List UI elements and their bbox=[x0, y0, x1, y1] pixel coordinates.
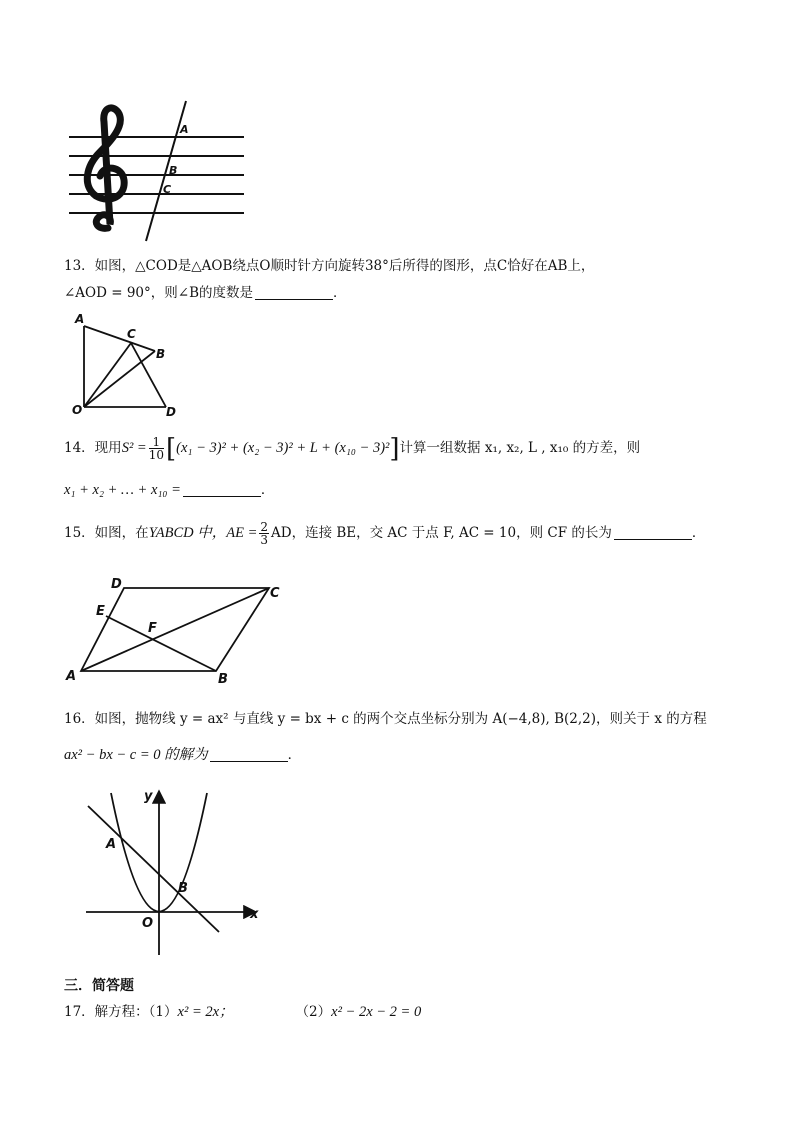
fraction-two-thirds bbox=[259, 521, 269, 546]
question-14-prefix: 14．现用 bbox=[64, 440, 122, 456]
tri-label-c: C bbox=[127, 327, 136, 341]
fraction-numerator: 2 bbox=[260, 520, 268, 534]
tri-label-d: D bbox=[166, 405, 176, 419]
music-staff-figure bbox=[0, 0, 794, 250]
tri-label-o: O bbox=[72, 403, 83, 417]
question-17-line bbox=[64, 1002, 421, 1022]
equation-text: ax² − bx − c = 0 的解为 bbox=[64, 747, 208, 763]
variance-expression: (x₁ − 3)² + (x₂ − 3)² + L + (x₁₀ − 3)² bbox=[176, 440, 390, 456]
question-14-suffix: 计算一组数据 x₁, x₂, L , x₁₀ 的方差，则 bbox=[399, 440, 641, 456]
tri-label-b: B bbox=[156, 347, 166, 361]
question-13-line-1: 13．如图，△COD是△AOB绕点O顺时针方向旋转38°后所得的图形，点C恰好在AB上， bbox=[64, 258, 595, 274]
answer-blank-13[interactable] bbox=[255, 285, 333, 300]
tri-label-a: A bbox=[75, 312, 85, 326]
question-17-prefix: 17．解方程：（1） bbox=[64, 1004, 178, 1020]
question-14-line-1 bbox=[64, 434, 641, 464]
sum-expression: x₁ + x₂ + … + x₁₀ = bbox=[64, 482, 181, 498]
staff-label-c: C bbox=[163, 183, 172, 196]
question-16-line-2 bbox=[64, 745, 301, 765]
period: ． bbox=[691, 525, 706, 541]
para-label-c: C bbox=[270, 586, 280, 601]
part-2-label: （2） bbox=[295, 1004, 332, 1020]
section-3-title: 三．简答题 bbox=[64, 978, 134, 994]
treble-clef-icon bbox=[87, 108, 124, 228]
para-label-b: B bbox=[218, 672, 228, 687]
period: ． bbox=[287, 747, 302, 763]
equation-1: x² = 2x； bbox=[177, 1004, 234, 1020]
fraction-numerator: 1 bbox=[149, 436, 164, 449]
parallelogram-figure bbox=[0, 570, 794, 690]
para-label-a: A bbox=[66, 669, 77, 684]
point-label-b: B bbox=[178, 881, 188, 896]
question-14-line-2 bbox=[64, 480, 274, 500]
fraction-one-tenth bbox=[149, 436, 164, 461]
question-15-prefix: 15．如图，在 bbox=[64, 525, 149, 541]
parallelogram-name: YABCD 中， bbox=[148, 525, 227, 541]
triangle-rotation-figure bbox=[0, 300, 794, 430]
axis-label-x: x bbox=[250, 907, 259, 922]
period: ． bbox=[260, 482, 275, 498]
para-label-d: D bbox=[111, 577, 122, 592]
question-13-text: ∠AOD = 90°，则∠B的度数是 bbox=[64, 285, 254, 301]
para-label-e: E bbox=[96, 604, 105, 619]
question-15-line bbox=[64, 521, 705, 546]
answer-blank-16[interactable] bbox=[210, 747, 288, 762]
ae-expression: AE = bbox=[226, 525, 258, 541]
fraction-denominator: 10 bbox=[148, 448, 164, 462]
parabola-line-figure bbox=[0, 780, 794, 960]
answer-blank-15[interactable] bbox=[614, 525, 692, 540]
left-bracket: [ bbox=[165, 434, 177, 464]
origin-label: O bbox=[142, 916, 154, 931]
period: ． bbox=[333, 285, 347, 301]
staff-label-a: A bbox=[180, 123, 189, 136]
question-15-rest: AD，连接 BE，交 AC 于点 F, AC = 10，则 CF 的长为 bbox=[271, 525, 612, 541]
question-16-line-1: 16．如图，抛物线 y = ax² 与直线 y = bx + c 的两个交点坐标分别为 A(−4,8), B(2,2)，则关于 x 的方程 bbox=[64, 711, 707, 727]
variance-symbol: S² = bbox=[121, 440, 147, 456]
point-label-a: A bbox=[106, 837, 117, 852]
equation-2: x² − 2x − 2 = 0 bbox=[331, 1004, 422, 1020]
axis-label-y: y bbox=[144, 789, 153, 804]
para-label-f: F bbox=[148, 621, 157, 636]
answer-blank-14[interactable] bbox=[183, 482, 261, 497]
fraction-denominator: 3 bbox=[260, 533, 268, 547]
staff-label-b: B bbox=[169, 164, 178, 177]
right-bracket: ] bbox=[389, 434, 400, 464]
